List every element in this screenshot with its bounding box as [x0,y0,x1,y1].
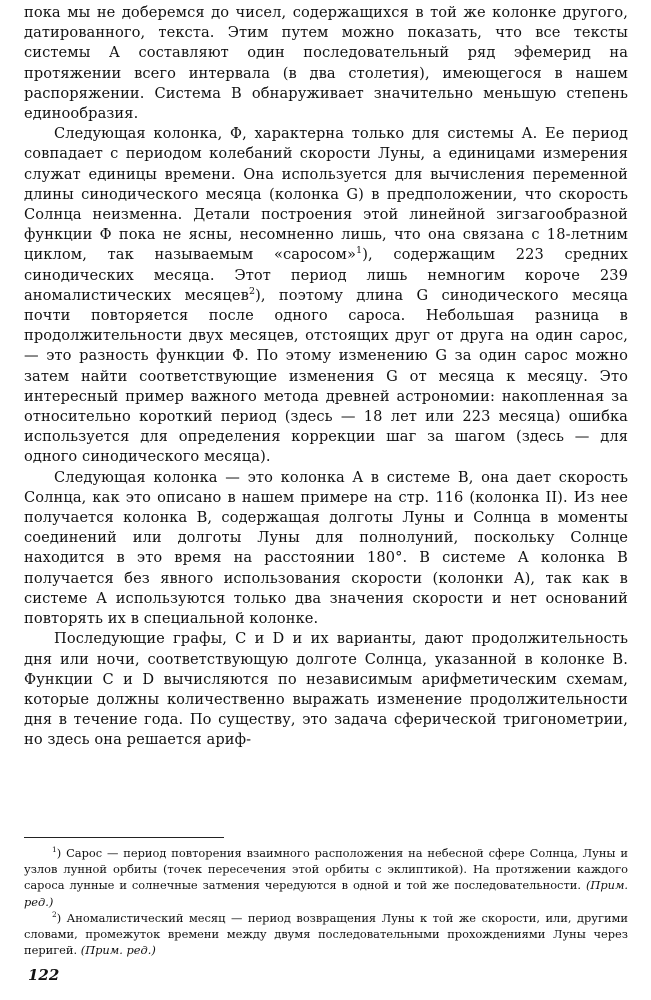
paragraph-text: ), содержащим 223 средних синодических месяца. Этот период лишь немногим короче 239 аномалистических месяцев [24,246,629,304]
footnote-ref-2[interactable]: 2 [248,285,256,297]
paragraph-text: ), поэтому длина G синодического месяца почти повторяется после одного сароса. Небольшая разница в продолжительности двух месяцев, отстоящих друг от друга на один сарос, — это разность функции Φ. По этому изменению G за один сарос можно затем найти соответствующие изменения G от месяца к месяцу. Это интересный пример важного метода древней астрономии: накопленная за относительно короткий период (здесь — 18 лет или 223 месяца) ошибка используется для определения коррекции шаг за шагом (здесь — для одного синодического месяца). [24,286,628,466]
paragraph-text: Следующая колонка, Φ, характерна только для системы А. Ее период совпадает с периодом колебаний скорости Луны, а единицами измерения служат единицы времени. Она используется для вычисления переменной длины синодического месяца (колонка G) в предположении, что скорость Солнца неизменна. Детали построения этой линейной зигзагообразной функции Φ пока не ясны, несомненно лишь, что она связана с 18-летним циклом, так называемым «саросом» [24,125,628,264]
editor-note: (Прим. ред.) [24,878,629,909]
footnote-marker: 2 [52,910,57,920]
footnote-divider [24,837,224,838]
footnote-1 [24,845,628,910]
footnote-ref-1[interactable]: 1 [356,245,363,257]
main-text [24,3,628,751]
footnote-marker-paren: ) [56,846,67,860]
footnote-marker: 1 [52,845,57,855]
footnote-2 [24,910,628,959]
footnote-text: Сарос — период повторения взаимного расположения на небесной сфере Солнца, Луны и узлов лунной орбиты (точек пересечения этой орбиты с эклиптикой). На протяжении каждого сароса лунные и солнечные затмения чередуются в одной и той же последовательности. [24,846,628,893]
editor-note: (Прим. ред.) [80,943,156,958]
footnote-text: Аномалистический месяц — период возвращения Луны к той же скорости, или, другими словами, промежуток времени между двумя последовательными прохождениями Луны через перигей. [24,910,628,958]
paragraph-continuation: пока мы не доберемся до чисел, содержащихся в той же колонке другого, датированного, текста. Этим путем можно показать, что все тексты системы А составляют один последовательный ряд эфемерид на протяжении всего интервала (в два столетия), имеющегося в нашем распоряжении. Система В обнаруживает значительно меньшую степень единообразия. [24,4,628,123]
paragraph-columns-c-d: Последующие графы, C и D и их варианты, дают продолжительность дня или ночи, соответствующую долготе Солнца, указанной в колонке B. Функции C и D вычисляются по независимым арифметическим схемам, которые должны количественно выражать изменение продолжительности дня в течение года. По существу, это задача сферической тригонометрии, но здесь она решается ариф- [24,630,628,749]
footnotes [24,845,628,958]
footnote-marker-paren: ) [56,910,67,925]
paragraph-column-phi [24,124,628,467]
paragraph-column-a: Следующая колонка — это колонка A в системе В, она дает скорость Солнца, как это описано в нашем примере на стр. 116 (колонка II). Из нее получается колонка B, содержащая долготы Луны и Солнца в моменты соединений или долготы Луны для полнолуний, поскольку Солнце находится в это время на расстоянии 180°. В системе А колонка B получается без явного использования скорости (колонки A), так как в системе А используются только два значения скорости и нет оснований повторять их в специальной колонке. [24,468,628,628]
page-number: 122 [28,966,60,984]
